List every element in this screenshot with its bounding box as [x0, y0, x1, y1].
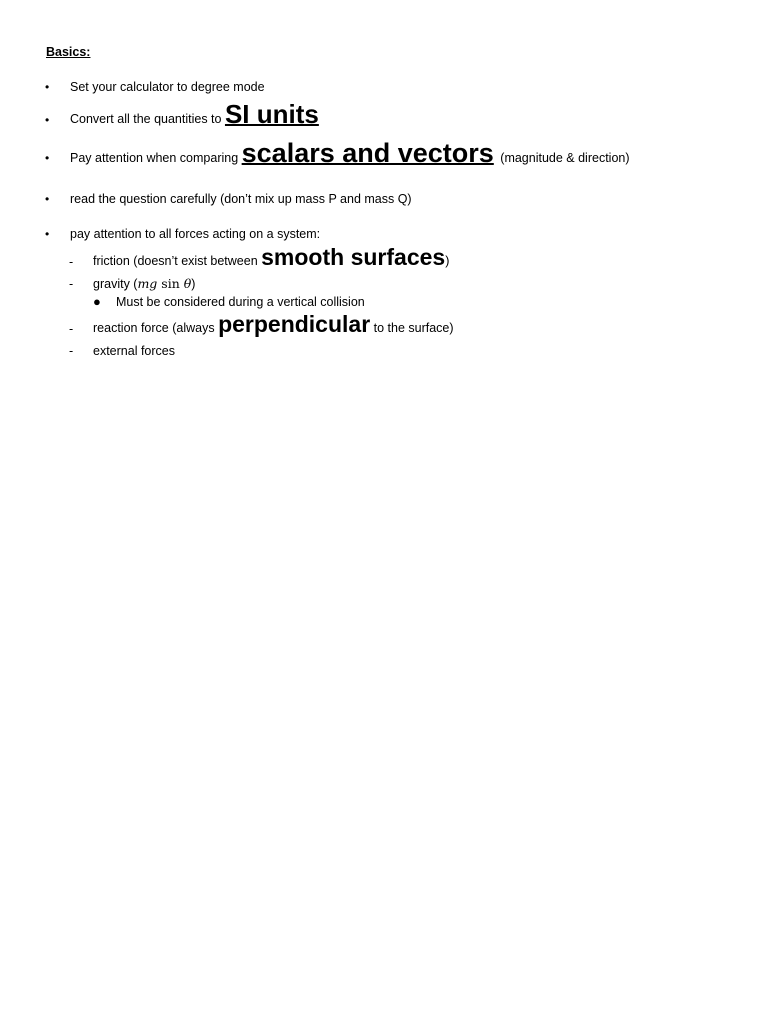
list-item-prefix: friction (doesn’t exist between	[93, 254, 262, 268]
sub-list-item-text: external forces	[93, 344, 175, 358]
bullet-marker: •	[45, 151, 50, 165]
bullet-marker: •	[45, 80, 50, 94]
math-sin: sin	[157, 276, 184, 291]
emphasis-text: perpendicular	[218, 311, 371, 337]
nested-list-item-text: Must be considered during a vertical collision	[116, 295, 365, 309]
list-item-suffix: to the surface)	[370, 321, 454, 335]
list-item-text: read the question carefully (don’t mix up mass P and mass Q)	[70, 192, 412, 206]
bullet-marker: •	[45, 113, 50, 127]
list-item-text: Set your calculator to degree mode	[70, 80, 265, 94]
bullet-marker: •	[45, 227, 50, 241]
dash-marker: -	[69, 277, 74, 291]
section-heading: Basics:	[46, 45, 91, 59]
list-item-prefix: reaction force (always	[93, 321, 219, 335]
dash-marker: -	[69, 322, 74, 336]
list-item-text: pay attention to all forces acting on a system:	[70, 227, 321, 241]
math-mg: mg	[137, 276, 158, 291]
sub-list-item-text	[93, 244, 449, 270]
dash-marker: -	[69, 344, 74, 358]
dash-marker: -	[69, 255, 74, 269]
emphasis-text: SI units	[224, 99, 319, 129]
list-item-text	[70, 100, 319, 128]
list-item-prefix: Pay attention when comparing	[70, 151, 242, 165]
emphasis-text: scalars and vectors	[241, 138, 494, 168]
bullet-marker: •	[45, 192, 50, 206]
sub-list-item-text	[93, 276, 195, 292]
list-item-prefix: Convert all the quantities to	[70, 112, 225, 126]
emphasis-text: smooth surfaces	[261, 244, 446, 270]
list-item-suffix: (magnitude & direction)	[500, 151, 630, 165]
dot-marker: ●	[93, 294, 101, 309]
list-item-prefix: gravity (	[93, 277, 138, 291]
sub-list-item-text	[93, 311, 454, 337]
math-theta: θ	[183, 276, 192, 291]
list-item-suffix: )	[191, 277, 196, 291]
list-item-suffix: )	[445, 254, 450, 268]
list-item-text	[70, 138, 630, 168]
